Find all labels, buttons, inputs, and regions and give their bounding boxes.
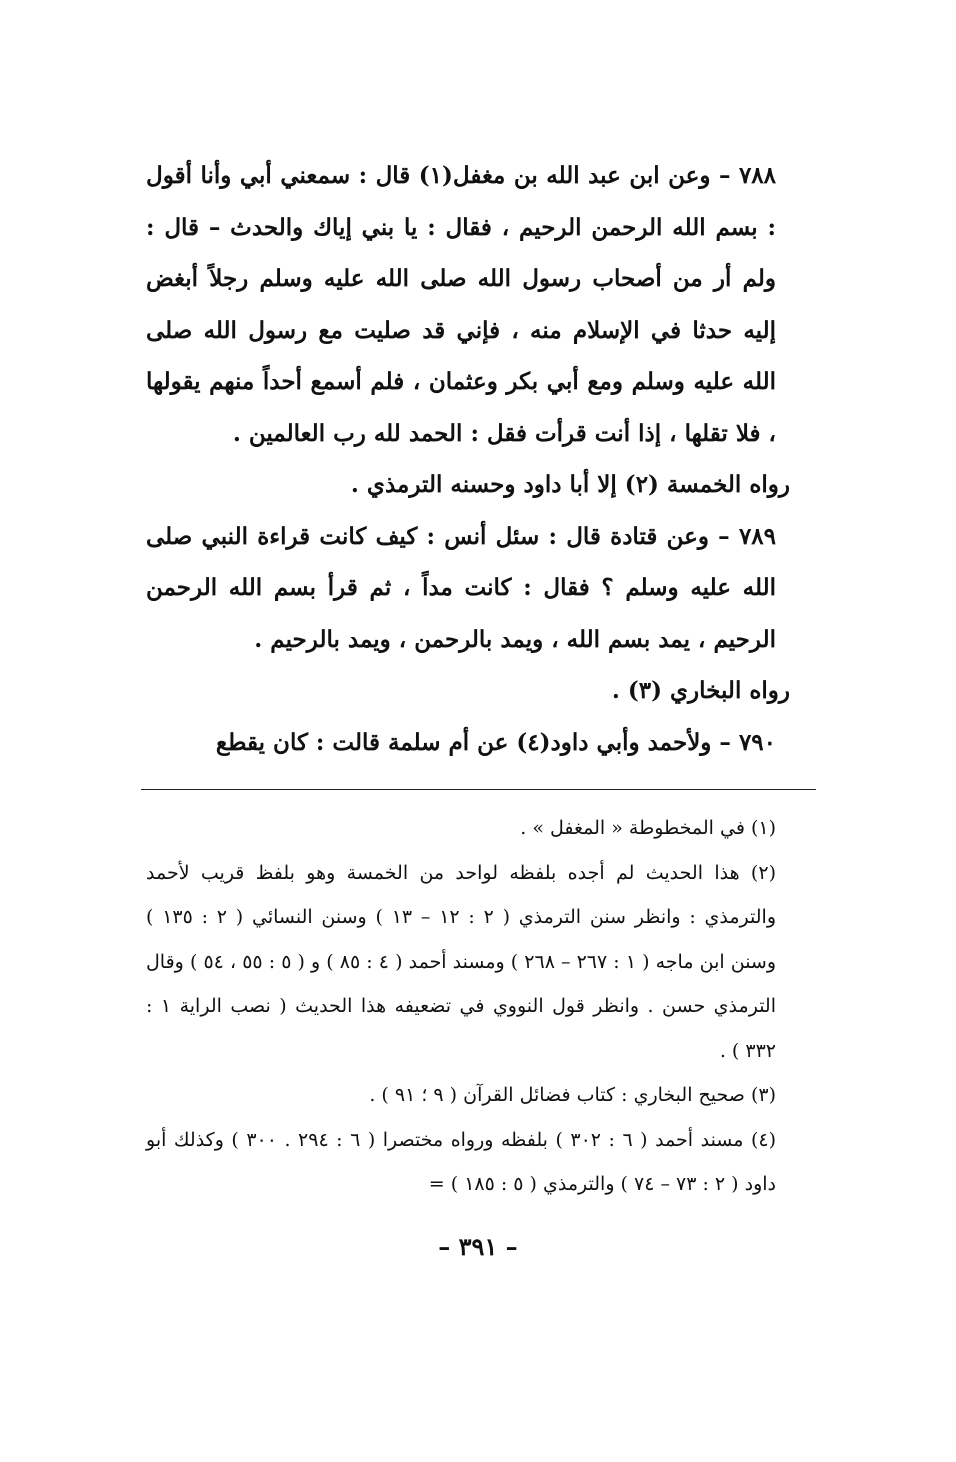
hadith-789: ٧٨٩ – وعن قتادة قال : سئل أنس : كيف كانت قراءة النبي صلى الله عليه وسلم ؟ فقال : كانت مداً ، ثم قرأ بسم الله الرحمن الرحيم ، يمد بسم الله ، ويمد بالرحمن ، ويمد بالرحيم . <box>146 522 776 653</box>
main-text <box>146 150 810 768</box>
footnote-2: (٢) هذا الحديث لم أجده بلفظه لواحد من الخمسة وهو بلفظ قريب لأحمد والترمذي : وانظر سنن الترمذي ( ٢ : ١٢ – ١٣ ) وسنن النسائي ( ٢ : ١٣٥ ) وسنن ابن ماجه ( ١ : ٢٦٧ – ٢٦٨ ) ومسند أحمد ( ٤ : ٨٥ ) و ( ٥ : ٥٥ ، ٥٤ ) وقال الترمذي حسن . وانظر قول النووي في تضعيفه هذا الحديث ( نصب الراية ١ : ٣٣٢ ) . <box>146 861 777 1062</box>
hadith-788: ٧٨٨ – وعن ابن عبد الله بن مغفل(١) قال : سمعني أبي وأنا أقول : بسم الله الرحمن الرحيم ، فقال : يا بني إياك والحدث – قال : ولم أر من أصحاب رسول الله صلى الله عليه وسلم رجلاً أبغض إليه حدثا في الإسلام منه ، فإني قد صليت مع رسول الله صلى الله عليه وسلم ومع أبي بكر وعثمان ، فلم أسمع أحداً منهم يقولها ، فلا تقلها ، إذا أنت قرأت فقل : الحمد لله رب العالمين . <box>146 162 776 447</box>
narration-789: رواه البخاري (٣) . <box>611 677 790 704</box>
narration-788: رواه الخمسة (٢) إلا أبا داود وحسنه الترمذي . <box>350 471 790 498</box>
footnote-4: (٤) مسند أحمد ( ٦ : ٣٠٢ ) بلفظه ورواه مختصرا ( ٦ : ٢٩٤ . ٣٠٠ ) وكذلك أبو داود ( ٢ : ٧٣ – ٧٤ ) والترمذي ( ٥ : ١٨٥ ) = <box>146 1128 776 1195</box>
footnote-1: (١) في المخطوطة « المغفل » . <box>520 817 776 839</box>
hadith-790: ٧٩٠ – ولأحمد وأبي داود(٤) عن أم سلمة قالت : كان يقطع <box>215 728 776 756</box>
page-number: – ٣٩١ – <box>438 1232 518 1261</box>
footnote-divider <box>141 789 816 790</box>
footnotes <box>146 806 810 1207</box>
footnote-3: (٣) صحيح البخاري : كتاب فضائل القرآن ( ٩ ؛ ٩١ ) . <box>369 1084 776 1106</box>
